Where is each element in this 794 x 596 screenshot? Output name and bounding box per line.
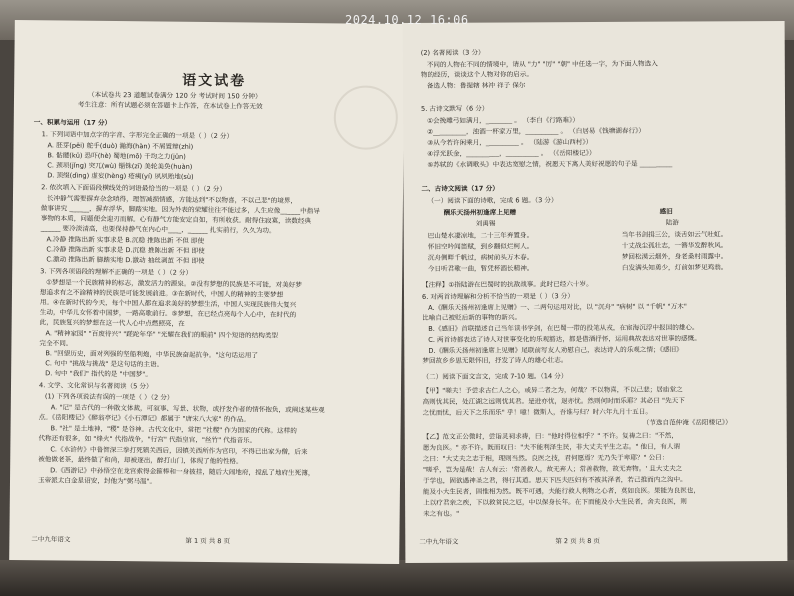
option-c: C. 两首诗都表达了诗人对世事变化的乐观豁达，都是借酒抒怀，运用典故表达对世事的感慨。: [428, 334, 701, 344]
passage-line: ______ 要冷淡清高，也要保持静气在内心中____，______ 扎实前行，久久为功。: [40, 224, 276, 235]
passage-line: 用。④在新时代的今天，每个中国人都在追求美好的梦想生活，中国人实现民族伟大复兴: [39, 298, 297, 309]
classical-text-a: 【甲】"嗟夫！予尝求古仁人之心，或异二者之为，何哉？不以物喜，不以己悲；居庙堂之: [422, 385, 683, 395]
section-heading: 二、古诗文阅读（17 分）: [421, 184, 499, 193]
classical-text-b: 之曰："大丈夫之志于相，理则当然。良医之技，君何愿焉？无乃失于卑耶？" 公曰：: [422, 453, 669, 463]
classical-source: （节选自范仲淹《岳阳楼记》）: [642, 418, 732, 427]
question-5: 5. 古诗文默写（6 分）: [421, 104, 489, 113]
option-row: A.冷静 推陈出新 实事求是 B.沉稳 推陈出新 不但 即使: [46, 235, 205, 245]
timestamp-overlay: 2024.10.12 16:06: [345, 13, 469, 27]
option-a: A. "精神家园" "百废待兴" "蹉跎年华" "光耀在我们的眼前" 四个短语的结构类型: [45, 329, 279, 340]
passage-line: 想追求有之不渝精神的民族是可能发展前进。③在新时代，中国人的精神的主要梦想: [39, 288, 284, 299]
footer-page-number: 第 2 页 共 8 页: [555, 536, 600, 546]
option-d: D.《酬乐天扬州初逢席上见赠》尾联前写友人劝慰自己，表达诗人的乐观之情；《感旧》: [428, 345, 683, 355]
recitation-line: ④浮光跃金，__________，__________ 。 （《岳阳楼记》）: [427, 148, 596, 158]
question-2: 2. 依次填入下面语段横线处的词语最恰当的一项是（ ）（2 分）: [41, 183, 227, 194]
subsection-heading: （二）阅读下面文言文，完成 7-10 题。（14 分）: [422, 372, 568, 381]
question-4-sub: (1) 下列各项说法有误的一项是（ ）（2 分）: [44, 392, 174, 402]
exam-note: 考生注意：所有试题必须在答题卡上作答，在本试卷上作答无效: [77, 100, 263, 111]
passage-line: 此，民族复兴的梦想在这一代人心中点燃照亮，在: [39, 318, 185, 328]
poem-2-line: 梦回松漠云烟外，身老桑村雨露中。: [621, 252, 728, 261]
exam-page-1: [9, 20, 405, 564]
poem-1-author: 刘禹锡: [475, 219, 496, 228]
exam-note: （本试卷共 23 道题试卷满分 120 分 考试时间 150 分钟）: [88, 90, 262, 101]
section-heading: 一、积累与运用（17 分）: [33, 118, 112, 127]
candidate-list: 备选人物：鲁提辖 林冲 祥子 保尔: [426, 81, 526, 90]
poem-2-author: 陆游: [665, 218, 679, 227]
recitation-line: ⑤苏轼的《水调歌头》中表达宽慰之情，祝愿天下离人美好祝愿的句子是 __________: [427, 159, 673, 169]
poem-2-title: 感旧: [659, 207, 673, 216]
option-row: C.冷静 推陈出新 实事求是 D.沉稳 推陈出新 不但 即使: [46, 245, 205, 255]
option-d: D.《西游记》中孙悟空在龙宫索得金箍棒和一身披挂，随后大闹地府，搅乱了地府生死簿，: [50, 466, 315, 478]
option-d-cont: 梦回故乡乡思无限怀旧，抒发了诗人的雄心壮志。: [422, 356, 568, 365]
option-d: D. 顶缀(dìng) 虚妄(hèng) 疮痍(yí) 夙夙贻地(sù): [47, 171, 194, 181]
passage-line: 做事讲究 ______，摒弃浮华，脚踏实地。因为外表的荣耀往往不能过多，人生应像______中指导: [40, 204, 320, 216]
background-table: [0, 560, 794, 596]
option-c: C. 句中 "挑战与挑战" 是这句话的主语。: [45, 359, 164, 369]
exam-page-2: [403, 21, 788, 563]
recitation-line: ②__________，浊酒一杯家万里，__________ 。 （白居易《钱塘湖春行》）: [427, 126, 645, 136]
passage-line: 生动，中华儿女怀着中国梦，一路高歌前行。⑤梦想，在已经点亮每个人心中，在时代的: [39, 308, 297, 319]
poem-note: 【注释】①指陆游在巴蜀时的抗敌战事。此时已经六十岁。: [421, 280, 593, 289]
poem-1-line: 怀旧空吟闻笛赋，到乡翻似烂柯人。: [427, 242, 534, 251]
recitation-line: ③从今若许闲乘月，__________ 。 （陆游《游山西村》）: [427, 138, 593, 147]
watermark-logo: [334, 85, 399, 150]
classical-text-a: 之忧而忧，后天下之乐而乐" 乎！噫！微斯人，吾谁与归？时六年九月十五日。: [422, 407, 652, 417]
option-c-cont: 被他做老茶，最终做了和尚，却被逐出，醉打山门，体现了他的性格。: [38, 455, 243, 466]
option-b: B.《感旧》首联描述自己当年读书学剑，在巴蜀一带的投笔从戎，在宦海沉浮中报国的雄心。: [428, 323, 699, 333]
option-a-cont: 完全不同。: [39, 339, 73, 348]
poem-2-line: 当年书剑揖三公，谈舌如云气吐虹。: [621, 230, 728, 239]
question-6: 6. 对两首诗理解和分析不恰当的一项是（ ）（3 分）: [422, 292, 574, 301]
poem-2-line: 十丈战尘孤壮志，一簪华发醉秋风。: [621, 241, 728, 250]
poem-1-title: 酬乐天扬州初逢席上见赠: [443, 208, 517, 217]
option-a-cont: 比喻自己被贬后新的事物的新兴。: [422, 313, 522, 322]
classical-text-b: 愿为良医。" 亦不许。既而叹曰："夫不能利泽生民，非大丈夫平生之志。" 他日，有人谓: [422, 442, 681, 452]
question-4: 4. 文学、文化常识与名著阅读（5 分）: [38, 381, 153, 391]
option-b: B. "社" 是土地神，"稷" 是谷神。古代文化中，常把 "社稷" 作为国家的代称。这样的: [50, 424, 297, 435]
classical-text-b: "嗟乎，岂为是哉！古人有云：'常善救人，故无弃人；常善救物，故无弃物。' 且大丈夫之: [422, 464, 683, 474]
question-4-2: (2) 名著阅读（3 分）: [420, 48, 485, 57]
question-3: 3. 下列各项语段的理解不正确的一项是（ ）（2 分）: [40, 267, 193, 277]
classical-text-b: 未之有也。": [423, 509, 460, 518]
passage-line: 长冲静气需要摒弃杂念嗔得，理智减损情感，方能达到"不以物喜，不以己悲"的境界，: [46, 194, 298, 205]
option-c: C.《水浒传》中鲁智深三拳打死镇关西后，因镇关西所作为官印，不得已出家为僧，后来: [50, 445, 308, 457]
footer-class: 二中九年语文: [31, 535, 71, 544]
classical-text-a: 高则忧其民，处江湖之远则忧其君。是进亦忧，退亦忧。然则何时而乐耶？其必曰 "先天下: [422, 396, 685, 406]
option-d: D. 句中 "我们" 指代的是 "中国梦"。: [45, 369, 153, 379]
classical-text-b: 【乙】范文正公微时，尝诣灵祠求祷，曰："他时得位相乎？" 不许。复祷之曰："不然，: [422, 431, 678, 441]
option-c: C. 颈项(jǐng) 突兀(wù) 锱铢(zī) 美轮美奂(huàn): [47, 161, 193, 171]
passage-line: 事物的本质，问题便会迎刃而解。心有静气方能安定自如，有所收获。耐得住寂寞，读数经典: [40, 214, 312, 226]
passage-line: ①梦想是一个民族精神的标志，激发活力的源泉。②没有梦想的民族是不可能，对美好梦: [46, 278, 302, 289]
option-b: B. 骷髅(kū) 恐吓(hè) 蜀地(mǒ) 千均之力(jūn): [47, 151, 186, 161]
subsection-heading: （一）阅读下面的诗歌，完成 6 题。（3 分）: [427, 196, 558, 205]
classical-text-b: 能及小大生民者，固惟相为然。既不可遇，夫能行救人利物之心者，莫如良医。果能为良医也，: [423, 486, 700, 496]
question-1: 1. 下列词语中加点字的字音、字形完全正确的一项是（ ）（2 分）: [41, 130, 234, 141]
option-a: A. "记" 是古代的一种散文体裁，可叙事、写景、状物，或抒发作者的情怀抱负，或阐述某些观: [50, 403, 325, 415]
option-b: B. "回望历史，面对列强的坚船利炮，中华民族奋起抗争。"这句话运用了: [45, 349, 258, 360]
poem-1-line: 沉舟侧畔千帆过，病树前头万木春。: [427, 253, 534, 262]
option-d-cont: 玉帝派太白金星诏安，封他为"弼马温"。: [37, 476, 157, 486]
recitation-line: ①会挽雕弓如满月，________ 。 （李白《行路难》）: [427, 116, 579, 125]
poem-1-line: 今日听君歌一曲，暂凭杯酒长精神。: [427, 264, 534, 273]
passage-line: 不同的人物在不同的情境中，请从 "力" "厉" "朝" 中任选一字，为下面人物选入: [426, 59, 658, 69]
option-a-cont: 点。《岳阳楼记》《醉翁亭记》《小石潭记》都属于 "唐宋八大家" 的作品。: [38, 413, 251, 424]
option-a: A.《酬乐天扬州初逢席上见赠》一、二两句运用对比，以 "沉舟" "病树" 以 "千帆" "万木": [428, 302, 687, 312]
poem-1-line: 巴山楚水凄凉地，二十三年弃置身。: [427, 231, 534, 240]
classical-text-b: 上以疗君亲之疾，下以救贫民之厄，中以保身长年。在下而能及小大生民者，舍夫良医，则: [423, 497, 687, 507]
classical-text-b: 于学也，固欲遇神圣之君，得行其道。思天下匹夫匹妇有不被其泽者，若己推而内之沟中。: [422, 475, 687, 485]
poem-2-line: 白发满头知勇少，灯前如梦见鸡翁。: [621, 263, 728, 272]
footer-page-number: 第 1 页 共 8 页: [185, 536, 231, 546]
exam-title: 语文试卷: [182, 72, 247, 90]
option-a: A. 胚芽(pēi) 舵手(duò) 瀚海(hàn) 不屑置辩(zhì): [47, 141, 194, 151]
footer-class: 二中九年语文: [419, 537, 459, 546]
option-row: C.激动 推陈出新 脚踏实地 D.激动 抽丝剥茧 不但 即使: [46, 255, 205, 265]
option-b-cont: 代称还有很多，如 "烽火" 代指战争，"行宫" 代指皇宫，"丝竹" 代指音乐。: [38, 434, 257, 445]
passage-line: 物的经历，谈谈这个人物对你的启示。: [420, 70, 533, 79]
